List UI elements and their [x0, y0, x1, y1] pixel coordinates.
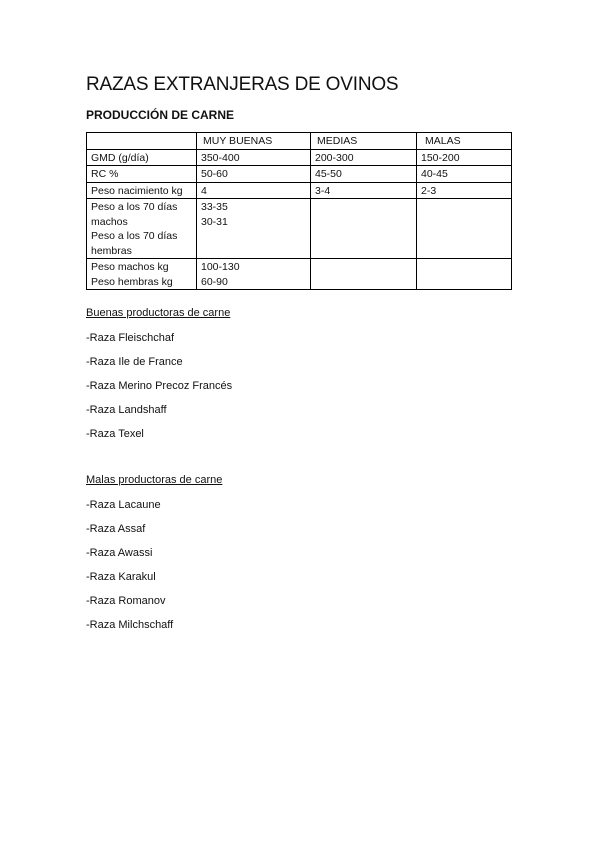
- table-cell-line: 30-31: [201, 215, 228, 228]
- table-cell: [87, 149, 197, 166]
- table-header-cell: MALAS: [417, 133, 512, 150]
- table-cell-line: 60-90: [201, 275, 228, 288]
- breed-list-item: -Raza Fleischchaf: [86, 332, 175, 344]
- table-cell-line: 100-130: [201, 261, 240, 273]
- table-row: [87, 166, 512, 183]
- table-cell: [417, 199, 512, 259]
- table-header-cell: MEDIAS: [311, 133, 417, 150]
- table-cell: [311, 259, 417, 290]
- table-cell: [311, 149, 417, 166]
- table-cell-line: 50-60: [201, 168, 228, 180]
- table-row: [87, 259, 512, 290]
- table-cell: [87, 182, 197, 199]
- table-cell-line: Peso nacimiento kg: [91, 184, 183, 197]
- table-cell: [417, 149, 512, 166]
- table-cell-line: 33-35: [201, 201, 228, 213]
- table-cell: [417, 182, 512, 199]
- table-cell: [311, 182, 417, 199]
- breed-list-item: -Raza Ile de France: [86, 356, 183, 368]
- table-cell-line: Peso hembras kg: [91, 275, 173, 288]
- breed-list-item: -Raza Awassi: [86, 547, 153, 559]
- table-cell: [197, 259, 311, 290]
- table-cell-line: Peso machos kg: [91, 261, 169, 273]
- table-row: [87, 199, 512, 259]
- bad-producers-heading: Malas productoras de carne: [86, 474, 223, 486]
- breed-list-item: -Raza Texel: [86, 428, 144, 440]
- table-cell: [87, 199, 197, 259]
- table-cell-line: Peso a los 70 días: [91, 230, 178, 242]
- breed-list-item: -Raza Merino Precoz Francés: [86, 380, 233, 392]
- breed-list-item: -Raza Landshaff: [86, 404, 167, 416]
- good-producers-heading: Buenas productoras de carne: [86, 307, 231, 319]
- table-cell-line: hembras: [91, 244, 132, 257]
- table-cell-line: RC %: [91, 168, 119, 180]
- table-row: [87, 182, 512, 199]
- table-cell-line: 40-45: [421, 168, 448, 180]
- table-cell: [197, 199, 311, 259]
- table-cell-line: machos: [91, 215, 128, 228]
- table-row: [87, 149, 512, 166]
- table-cell: [197, 182, 311, 199]
- table-cell: [87, 166, 197, 183]
- table-cell-line: GMD (g/día): [91, 151, 149, 164]
- table-cell: [311, 166, 417, 183]
- table-cell: [197, 149, 311, 166]
- table-cell-line: 3-4: [315, 184, 331, 197]
- page-title: RAZAS EXTRANJERAS DE OVINOS: [86, 74, 399, 95]
- table-header-cell: MUY BUENAS: [197, 133, 311, 150]
- table-cell: [417, 166, 512, 183]
- table-cell: [87, 259, 197, 290]
- table-cell-line: 2-3: [421, 184, 437, 197]
- table-header-cell: [87, 133, 197, 150]
- breed-list-item: -Raza Romanov: [86, 595, 166, 607]
- table-header-row: [87, 133, 512, 150]
- breed-list-item: -Raza Karakul: [86, 571, 156, 583]
- table-cell-line: 45-50: [315, 168, 342, 180]
- table-cell-line: 200-300: [315, 151, 354, 164]
- table-cell-line: 350-400: [201, 151, 240, 164]
- breed-list-item: -Raza Milchschaff: [86, 619, 174, 631]
- table-cell: [311, 199, 417, 259]
- table-cell-line: 4: [201, 184, 207, 197]
- breed-list-item: -Raza Lacaune: [86, 499, 161, 511]
- table-cell-line: Peso a los 70 días: [91, 201, 178, 213]
- table-cell: [197, 166, 311, 183]
- table-cell-line: 150-200: [421, 151, 460, 164]
- section-subtitle: PRODUCCIÓN DE CARNE: [86, 108, 235, 122]
- bad-producers-list: [86, 498, 173, 642]
- breed-list-item: -Raza Assaf: [86, 523, 146, 535]
- table-cell: [417, 259, 512, 290]
- production-table: [86, 132, 512, 290]
- good-producers-list: [86, 331, 232, 451]
